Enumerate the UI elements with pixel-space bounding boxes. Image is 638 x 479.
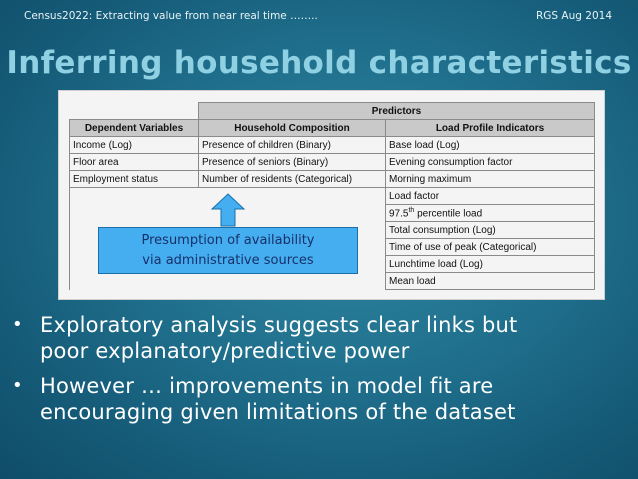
table-cell: Income (Log): [70, 137, 199, 154]
header-right-text: RGS Aug 2014: [536, 10, 612, 22]
table-cell: Load factor: [386, 188, 595, 205]
bullet-list: [12, 312, 632, 434]
callout-box: [98, 227, 358, 274]
table-row: [70, 188, 595, 205]
table-cell: Total consumption (Log): [386, 222, 595, 239]
table-cell: [386, 205, 595, 222]
col-household-composition: Household Composition: [199, 120, 386, 137]
bullet-item: [12, 312, 632, 364]
table-cell: Number of residents (Categorical): [199, 171, 386, 188]
table-row: [70, 171, 595, 188]
bullet-marker: •: [12, 375, 23, 396]
table-cell: Evening consumption factor: [386, 154, 595, 171]
table-cell: Presence of children (Binary): [199, 137, 386, 154]
percentile-suffix: th: [408, 206, 415, 214]
bullet-item: [12, 373, 632, 425]
table-cell: Morning maximum: [386, 171, 595, 188]
table-cell: Floor area: [70, 154, 199, 171]
bullet-line: Exploratory analysis suggests clear links but: [40, 313, 518, 337]
up-arrow-icon: [211, 193, 245, 227]
bullet-marker: •: [12, 314, 23, 335]
bullet-line: encouraging given limitations of the dataset: [40, 400, 516, 424]
table-cell: Lunchtime load (Log): [386, 256, 595, 273]
predictors-header: Predictors: [199, 103, 595, 120]
table-cell: Presence of seniors (Binary): [199, 154, 386, 171]
percentile-label: percentile load: [414, 208, 483, 220]
col-load-profile-indicators: Load Profile Indicators: [386, 120, 595, 137]
table-row: [70, 137, 595, 154]
table-cell: Time of use of peak (Categorical): [386, 239, 595, 256]
col-dependent-variables: Dependent Variables: [70, 120, 199, 137]
table-cell: Mean load: [386, 273, 595, 290]
bullet-line: poor explanatory/predictive power: [40, 339, 410, 363]
callout-line-2: via administrative sources: [142, 253, 314, 268]
table-cell: Base load (Log): [386, 137, 595, 154]
callout-line-1: Presumption of availability: [141, 233, 315, 248]
bullet-line: However … improvements in model fit are: [40, 374, 494, 398]
header-left-text: Census2022: Extracting value from near real time ……..: [24, 10, 318, 22]
table-cell: Employment status: [70, 171, 199, 188]
table-row: [70, 154, 595, 171]
percentile-value: 97.5: [389, 208, 409, 220]
slide-title: Inferring household characteristics: [6, 45, 632, 81]
